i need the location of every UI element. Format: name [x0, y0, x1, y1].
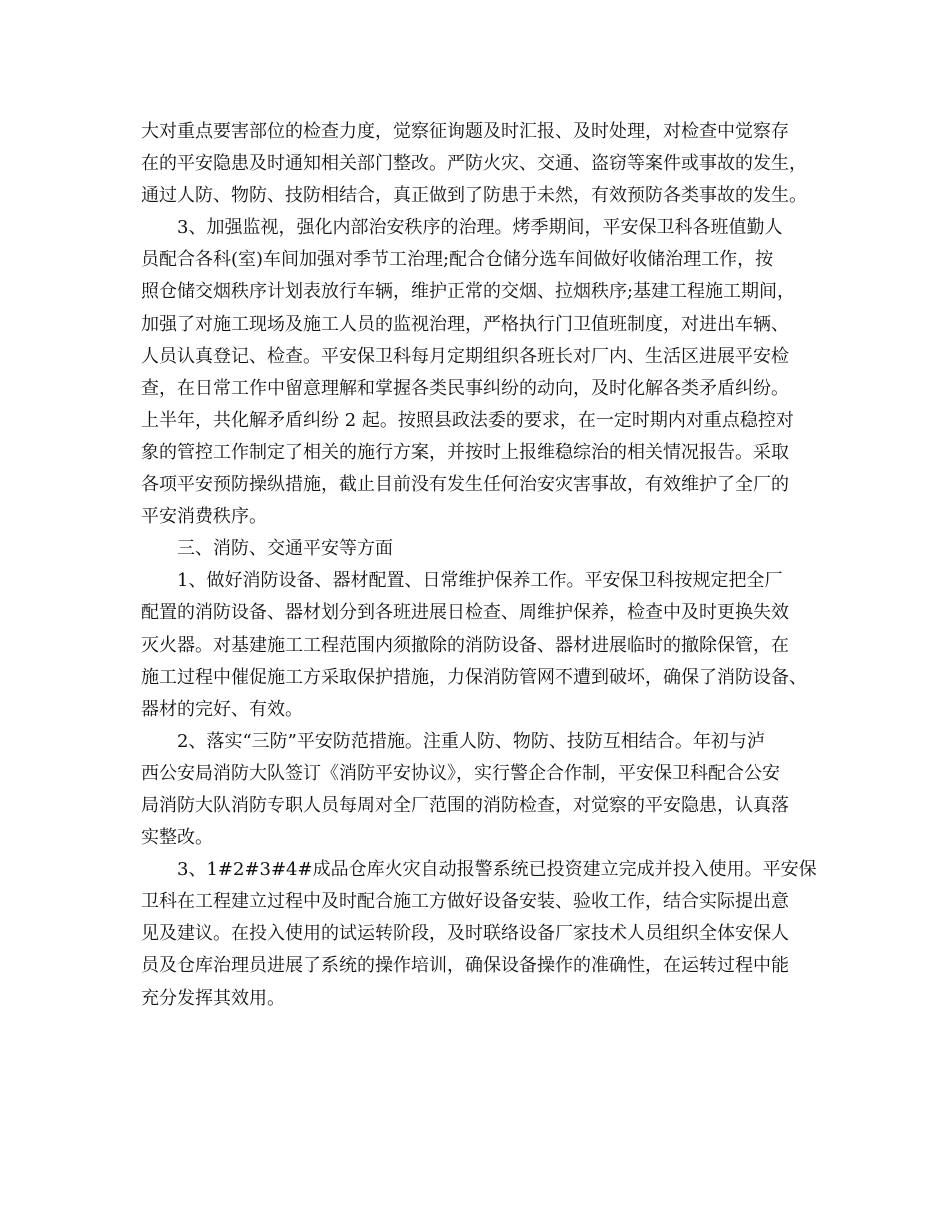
text-line: 配置的消防设备、器材划分到各班进展日检查、周维护保养，检查中及时更换失效	[141, 602, 789, 624]
text-line: 西公安局消防大队签订《消防平安协议》，实行警企合作制，平安保卫科配合公安	[141, 762, 780, 784]
text-line: 照仓储交烟秩序计划表放行车辆，维护正常的交烟、拉烟秩序;基建工程施工期间，	[141, 281, 796, 303]
text-line: 施工过程中催促施工方采取保护措施，力保消防管网不遭到破坏，确保了消防设备、	[141, 666, 807, 688]
text-line: 大对重点要害部位的检查力度，觉察征询题及时汇报、及时处理，对检查中觉察存	[141, 121, 789, 142]
text-line: 通过人防、物防、技防相结合，真正做到了防患于未然，有效预防各类事故的发生。	[141, 185, 807, 207]
text-line: 见及建议。在投入使用的试运转阶段，及时联络设备厂家技术人员组织全体安保人	[141, 923, 789, 945]
text-line: 员及仓库治理员进展了系统的操作培训，确保设备操作的准确性，在运转过程中能	[141, 955, 789, 977]
text-line: 人员认真登记、检查。平安保卫科每月定期组织各班长对厂内、生活区进展平安检	[141, 345, 789, 367]
text-line: 平安消费秩序。	[141, 506, 267, 528]
text-line: 查，在日常工作中留意理解和掌握各类民事纠纷的动向，及时化解各类矛盾纠纷。	[141, 377, 789, 399]
text-line: 充分发挥其效用。	[141, 987, 285, 1009]
text-line: 在的平安隐患及时通知相关部门整改。严防火灾、交通、盗窃等案件或事故的发生，	[141, 153, 807, 175]
text-line: 灭火器。对基建施工工程范围内须撤除的消防设备、器材进展临时的撤除保管，在	[141, 634, 789, 656]
text-line: 象的管控工作制定了相关的施行方案，并按时上报维稳综治的相关情况报告。采取	[141, 441, 789, 463]
paragraph-start-line: 3、加强监视，强化内部治安秩序的治理。烤季期间，平安保卫科各班值勤人	[177, 217, 783, 239]
text-line: 实整改。	[141, 827, 213, 849]
text-line: 各项平安预防操纵措施，截止目前没有发生任何治安灾害事故，有效维护了全厂的	[141, 474, 789, 496]
paragraph-start-line: 1、做好消防设备、器材配置、日常维护保养工作。平安保卫科按规定把全厂	[177, 570, 783, 592]
text-line: 卫科在工程建立过程中及时配合施工方做好设备安装、验收工作，结合实际提出意	[141, 891, 789, 913]
text-line: 器材的完好、有效。	[141, 698, 303, 720]
text-line: 局消防大队消防专职人员每周对全厂范围的消防检查，对觉察的平安隐患，认真落	[141, 794, 789, 816]
text-line: 上半年，共化解矛盾纠纷 2 起。按照县政法委的要求，在一定时期内对重点稳控对	[141, 409, 794, 431]
text-line: 加强了对施工现场及施工人员的监视治理，严格执行门卫值班制度，对进出车辆、	[141, 313, 789, 335]
text-line: 员配合各科(室)车间加强对季节工治理;配合仓储分选车间做好收储治理工作，按	[141, 249, 774, 271]
paragraph-start-line: 2、落实“三防”平安防范措施。注重人防、物防、技防互相结合。年初与泸	[177, 730, 765, 752]
paragraph-start-line: 3、1#2#3#4#成品仓库火灾自动报警系统已投资建立完成并投入使用。平安保	[177, 859, 817, 881]
section-heading: 三、消防、交通平安等方面	[177, 538, 393, 560]
body-text	[141, 116, 831, 1015]
